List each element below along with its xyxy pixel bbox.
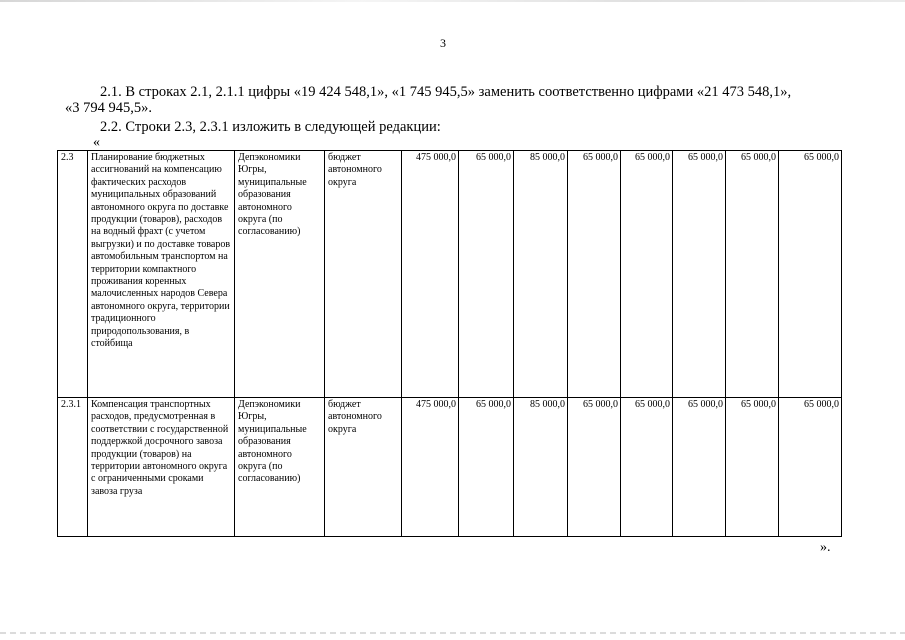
row-funding-source: бюджет автономного округа <box>325 398 402 537</box>
row-code: 2.3.1 <box>58 398 88 537</box>
paragraph-2-1-line-2: «3 794 945,5». <box>65 100 152 116</box>
closing-quote: ». <box>820 540 831 555</box>
value-year-1: 65 000,0 <box>459 151 514 398</box>
value-total: 475 000,0 <box>402 398 459 537</box>
row-funding-source: бюджет автономного округа <box>325 151 402 398</box>
value-year-5: 65 000,0 <box>673 151 726 398</box>
value-year-5: 65 000,0 <box>673 398 726 537</box>
row-description: Планирование бюджетных ассигнований на компенсацию фактических расходов муниципальных образований автономного округа по доставке продукции (товаров), расходов на водный фрахт (с учетом выгрузки) и по доставке товаров автомобильным транспортом на территории компактного проживания коренных малочисленных народов Севера автономного округа, территории традиционного природопользования, в стойбища <box>88 151 235 398</box>
value-year-7: 65 000,0 <box>779 151 842 398</box>
value-year-3: 65 000,0 <box>568 398 621 537</box>
value-year-3: 65 000,0 <box>568 151 621 398</box>
value-year-2: 85 000,0 <box>514 398 568 537</box>
value-total: 475 000,0 <box>402 151 459 398</box>
value-year-6: 65 000,0 <box>726 398 779 537</box>
value-year-2: 85 000,0 <box>514 151 568 398</box>
paragraph-2-1-line-1: 2.1. В строках 2.1, 2.1.1 цифры «19 424 548,1», «1 745 945,5» заменить соответственно цифрами «21 473 548,1», <box>100 84 792 100</box>
table-row <box>58 398 842 537</box>
value-year-4: 65 000,0 <box>621 398 673 537</box>
value-year-4: 65 000,0 <box>621 151 673 398</box>
table-row <box>58 151 842 398</box>
paragraph-2-2: 2.2. Строки 2.3, 2.3.1 изложить в следующей редакции: <box>100 119 441 135</box>
value-year-7: 65 000,0 <box>779 398 842 537</box>
row-executor: Депэкономики Югры, муниципальные образования автономного округа (по согласованию) <box>235 151 325 398</box>
scan-edge-bottom <box>0 632 905 634</box>
value-year-6: 65 000,0 <box>726 151 779 398</box>
row-code: 2.3 <box>58 151 88 398</box>
value-year-1: 65 000,0 <box>459 398 514 537</box>
opening-quote: « <box>93 135 100 150</box>
program-table <box>57 150 842 537</box>
page-number: 3 <box>440 36 446 50</box>
scan-edge-top <box>0 0 905 2</box>
row-executor: Депэкономики Югры, муниципальные образования автономного округа (по согласованию) <box>235 398 325 537</box>
row-description: Компенсация транспортных расходов, предусмотренная в соответствии с государственной поддержкой досрочного завоза продукции (товаров) на территории автономного округа с ограниченными сроками завоза груза <box>88 398 235 537</box>
